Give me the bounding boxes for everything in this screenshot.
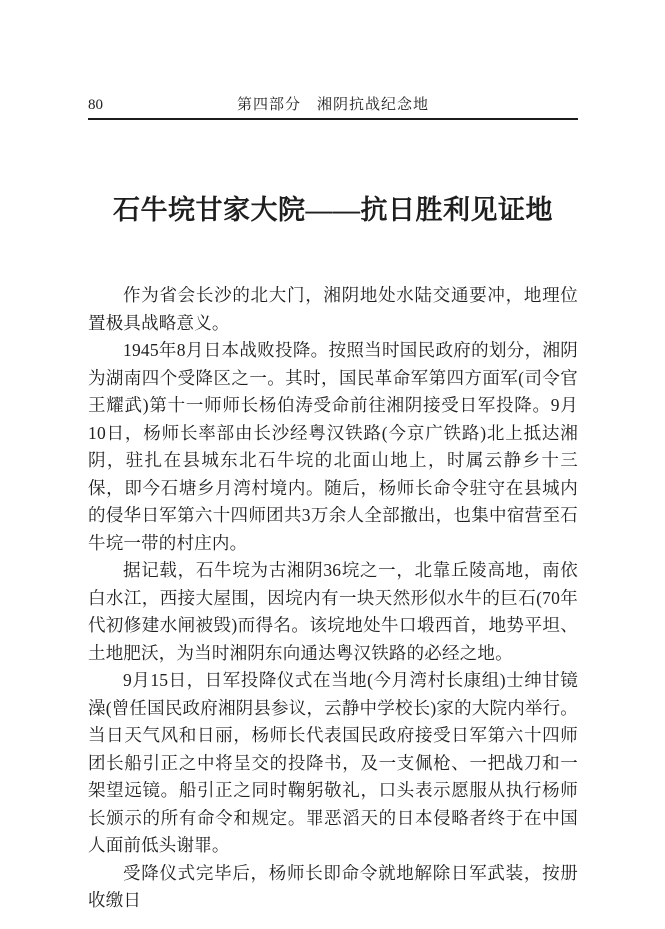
- paragraph: 据记载，石牛垸为古湘阴36垸之一，北靠丘陵高地，南依白水江，西接大屋围，因垸内有一块天然形似水牛的巨石(70年代初修建水闸被毁)而得名。该垸地处牛口塅西首，地势平坦、土地肥沃，为当时湘阴东向通达粤汉铁路的必经之地。: [88, 560, 578, 663]
- page-number: 80: [88, 97, 103, 113]
- running-head: 第四部分 湘阴抗战纪念地: [236, 97, 429, 113]
- page-header: [88, 95, 578, 120]
- paragraph: 9月15日，日军投降仪式在当地(今月湾村长康组)士绅甘镜澡(曾任国民政府湘阴县参议，云静中学校长)家的大院内举行。当日天气风和日丽，杨师长代表国民政府接受日军第六十四师团长船引正之中将呈交的投降书，及一支佩枪、一把战刀和一架望远镜。船引正之同时鞠躬敬礼，口头表示愿服从执行杨师长颁示的所有命令和规定。罪恶滔天的日本侵略者终于在中国人面前低头谢罪。: [88, 670, 578, 855]
- paragraph: 受降仪式完毕后，杨师长即命令就地解除日军武装，按册收缴日: [88, 862, 578, 910]
- article-title: 石牛垸甘家大院——抗日胜利见证地: [113, 195, 553, 225]
- article-body: [88, 282, 578, 915]
- paragraph: 作为省会长沙的北大门，湘阴地处水陆交通要冲，地理位置极具战略意义。: [88, 285, 578, 333]
- paragraph: 1945年8月日本战败投降。按照当时国民政府的划分，湘阴为湖南四个受降区之一。其时，国民革命军第四方面军(司令官王耀武)第十一师师长杨伯涛受命前往湘阴接受日军投降。9月10日，杨师长率部由长沙经粤汉铁路(今京广铁路)北上抵达湘阴，驻扎在县城东北石牛垸的北面山地上，时属云静乡十三保，即今石塘乡月湾村境内。随后，杨师长命令驻守在县城内的侵华日军第六十四师团共3万余人全部撤出，也集中宿营至石牛垸一带的村庄内。: [88, 340, 578, 553]
